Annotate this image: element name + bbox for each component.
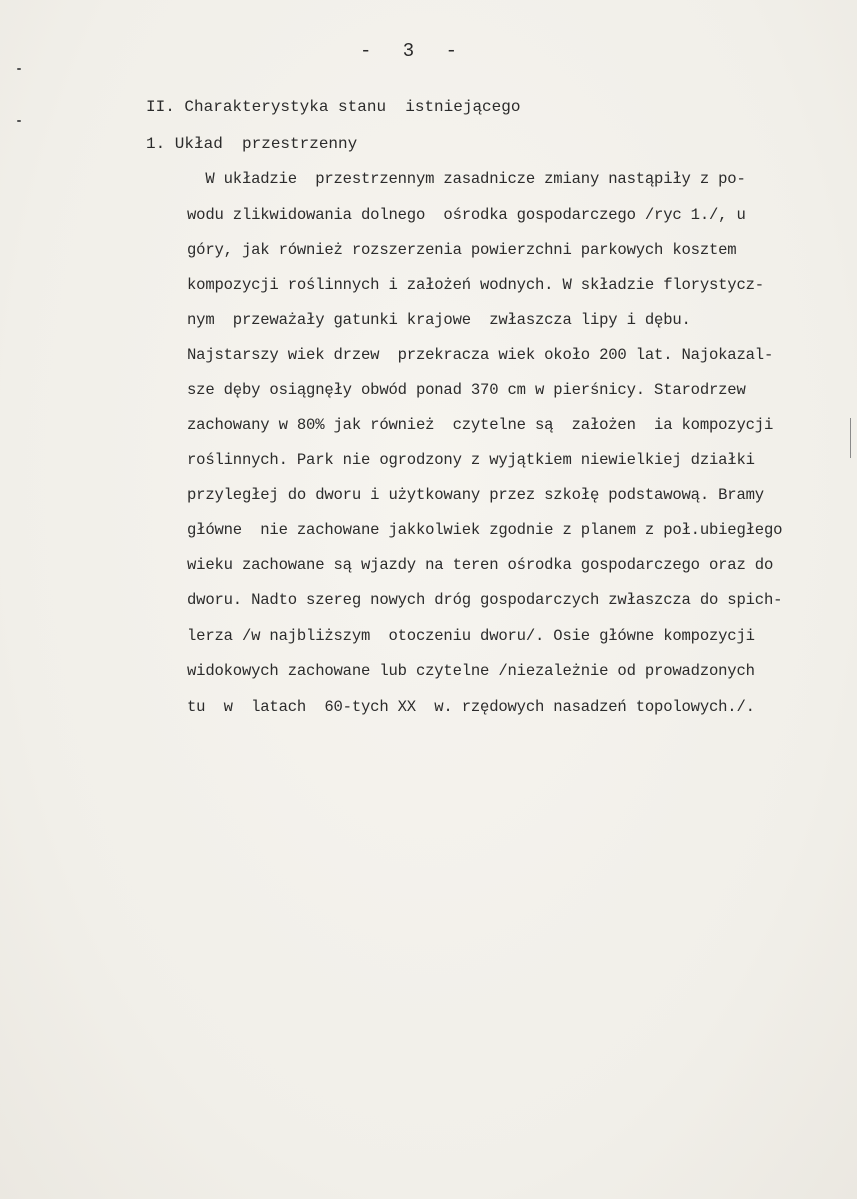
paragraph-line: sze dęby osiągnęły obwód ponad 370 cm w pierśnicy. Starodrzew	[187, 381, 746, 399]
margin-mark	[17, 120, 21, 122]
paragraph-line: W układzie przestrzennym zasadnicze zmiany nastąpiły z po-	[187, 170, 746, 188]
page-number: - 3 -	[360, 40, 468, 62]
subsection-heading: 1. Układ przestrzenny	[146, 135, 358, 153]
paragraph-line: widokowych zachowane lub czytelne /niezależnie od prowadzonych	[187, 662, 755, 680]
paragraph-line: główne nie zachowane jakkolwiek zgodnie z planem z poł.ubiegłego	[187, 521, 783, 539]
paragraph-line: wodu zlikwidowania dolnego ośrodka gospodarczego /ryc 1./, u	[187, 206, 746, 224]
paragraph-line: wieku zachowane są wjazdy na teren ośrodka gospodarczego oraz do	[187, 556, 774, 574]
paragraph-line: nym przeważały gatunki krajowe zwłaszcza lipy i dębu.	[187, 311, 691, 329]
paragraph-line: zachowany w 80% jak również czytelne są założen ia kompozycji	[187, 416, 774, 434]
paragraph-line: Najstarszy wiek drzew przekracza wiek około 200 lat. Najokazal-	[187, 346, 774, 364]
paragraph-line: kompozycji roślinnych i założeń wodnych. W składzie florystycz-	[187, 276, 764, 294]
paragraph-line: roślinnych. Park nie ogrodzony z wyjątkiem niewielkiej działki	[187, 451, 755, 469]
paragraph-line: dworu. Nadto szereg nowych dróg gospodarczych zwłaszcza do spich-	[187, 591, 783, 609]
paragraph-line: przyległej do dworu i użytkowany przez szkołę podstawową. Bramy	[187, 486, 764, 504]
section-heading: II. Charakterystyka stanu istniejącego	[146, 98, 521, 116]
paragraph-line: góry, jak również rozszerzenia powierzchni parkowych kosztem	[187, 241, 737, 259]
page-edge-line	[850, 418, 851, 458]
margin-mark	[17, 68, 21, 70]
paragraph-line: lerza /w najbliższym otoczeniu dworu/. Osie główne kompozycji	[187, 627, 755, 645]
paragraph-line: tu w latach 60-tych XX w. rzędowych nasadzeń topolowych./.	[187, 698, 755, 716]
